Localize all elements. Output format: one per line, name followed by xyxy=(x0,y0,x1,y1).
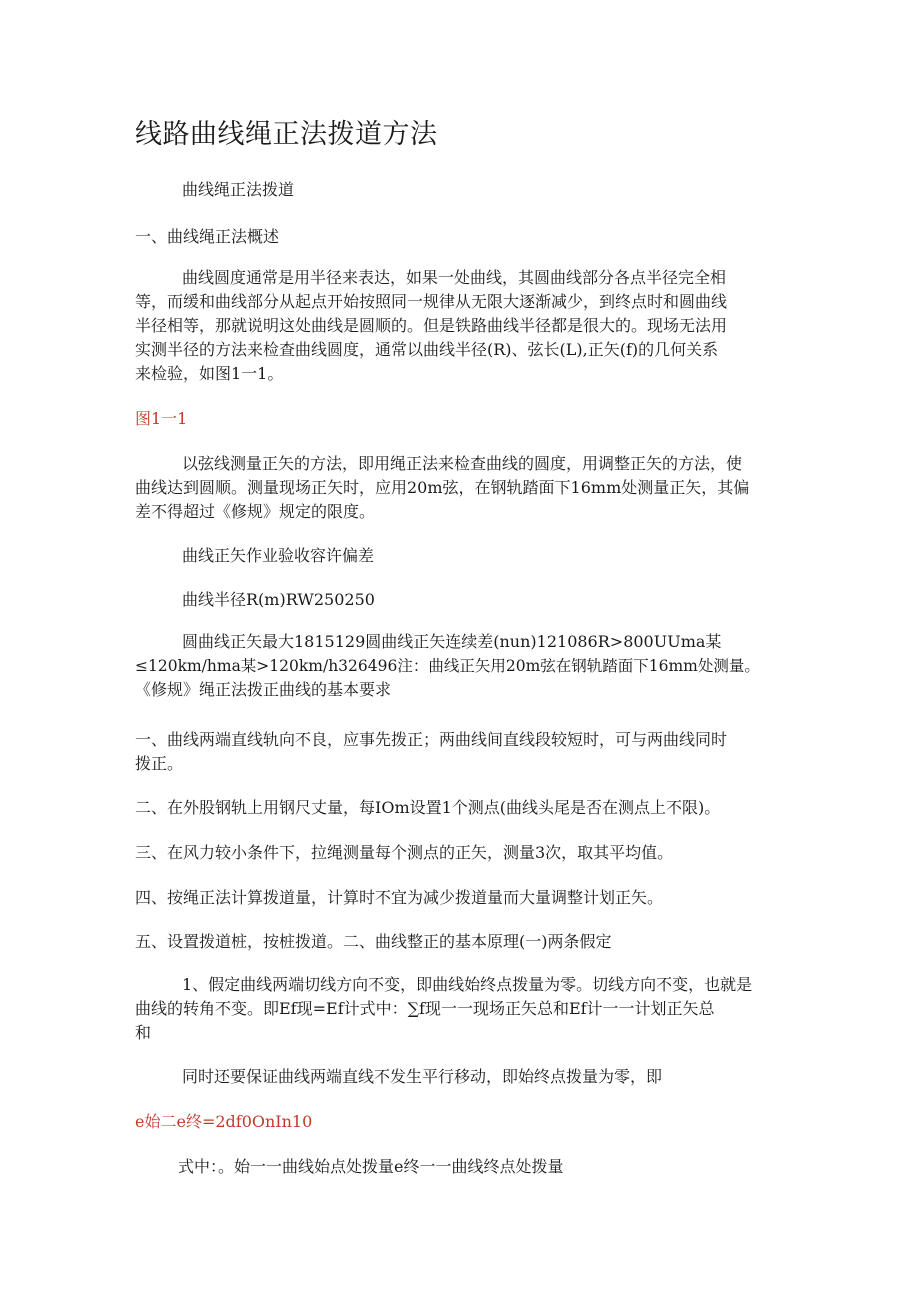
paragraph-line: 以弦线测量正矢的方法，即用绳正法来检查曲线的圆度，用调整正矢的方法，使 xyxy=(182,454,743,473)
document-title: 线路曲线绳正法拨道方法 xyxy=(135,119,438,150)
paragraph-line: ≤120km/hma某>120km/h326496注：曲线正矢用20m弦在钢轨踏面下16mm处测量。 xyxy=(135,657,760,675)
paragraph-line: 来检验，如图1一1。 xyxy=(135,364,284,383)
paragraph-line: 曲线达到圆顺。测量现场正矢时，应用20m弦，在钢轨踏面下16mm处测量正矢，其偏 xyxy=(135,478,750,497)
subtitle: 曲线绳正法拨道 xyxy=(182,180,295,199)
paragraph-line: 半径相等，那就说明这处曲线是圆顺的。但是铁路曲线半径都是很大的。现场无法用 xyxy=(135,316,728,335)
paragraph-line: 曲线圆度通常是用半径来表达，如果一处曲线，其圆曲线部分各点半径完全相 xyxy=(182,268,727,287)
requirement-2: 二、在外股钢轨上用钢尺丈量，每IOm设置1个测点(曲线头尾是否在测点上不限)。 xyxy=(135,798,721,817)
paragraph-line: 一、曲线两端直线轨向不良，应事先拨正；两曲线间直线段较短时，可与两曲线同时 xyxy=(135,730,728,749)
paragraph-line: 《修规》绳正法拨正曲线的基本要求 xyxy=(135,680,392,699)
paragraph-line: 差不得超过《修规》规定的限度。 xyxy=(135,502,376,521)
formula-note: 式中：。始一一曲线始点处拨量e终一一曲线终点处拨量 xyxy=(178,1157,564,1176)
paragraph-line: 等，而缓和曲线部分从起点开始按照同一规律从无限大逐渐减少，到终点时和圆曲线 xyxy=(135,292,728,311)
figure-label: 图1一1 xyxy=(135,409,188,428)
formula: e始二e终=2df0OnIn10 xyxy=(135,1112,313,1131)
paragraph-tolerance xyxy=(135,630,760,702)
requirement-3: 三、在风力较小条件下，拉绳测量每个测点的正矢，测量3次，取其平均值。 xyxy=(135,843,674,862)
paragraph-line: 曲线的转角不变。即Ef现=Ef计式中：∑f现一一现场正矢总和Ef计一一计划正矢总 xyxy=(135,999,715,1018)
paragraph-line: 和 xyxy=(135,1023,152,1042)
table-caption: 曲线正矢作业验收容许偏差 xyxy=(182,546,375,565)
paragraph-parallel: 同时还要保证曲线两端直线不发生平行移动，即始终点拨量为零，即 xyxy=(182,1067,663,1086)
section-heading-overview: 一、曲线绳正法概述 xyxy=(135,227,280,246)
requirement-4: 四、按绳正法计算拨道量，计算时不宜为减少拨道量而大量调整计划正矢。 xyxy=(135,888,664,907)
requirement-1 xyxy=(135,728,727,776)
paragraph-assumption xyxy=(135,973,752,1045)
paragraph-line: 拨正。 xyxy=(135,754,184,773)
paragraph-line: 1、假定曲线两端切线方向不变，即曲线始终点拨量为零。切线方向不变，也就是 xyxy=(182,975,753,994)
radius-line: 曲线半径R(m)RW250250 xyxy=(182,590,375,609)
paragraph-chord-method xyxy=(135,452,749,524)
requirement-5: 五、设置拨道桩，按桩拨道。二、曲线整正的基本原理(一)两条假定 xyxy=(135,932,612,951)
paragraph-line: 实测半径的方法来检查曲线圆度，通常以曲线半径(R)、弦长(L),正矢(f)的几何关系 xyxy=(135,340,719,359)
paragraph-overview xyxy=(135,266,727,386)
paragraph-line: 圆曲线正矢最大1815129圆曲线正矢连续差(nun)121086R>800UUma某 xyxy=(182,632,722,651)
